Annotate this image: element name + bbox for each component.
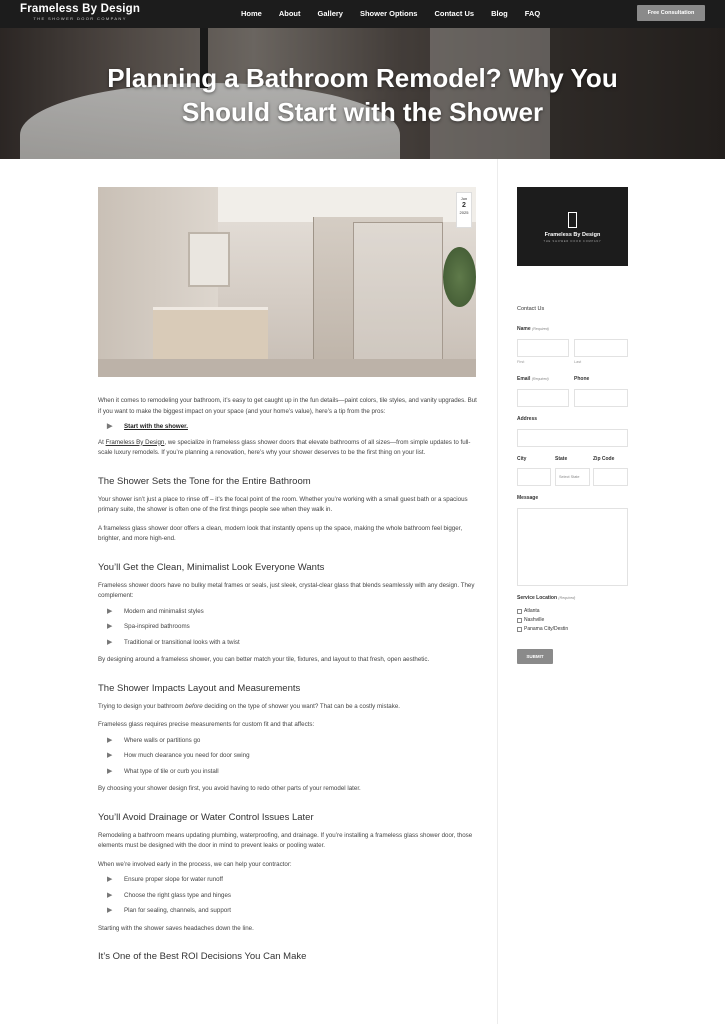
section-paragraph: A frameless glass shower door offers a clean, modern look that instantly opens up the space, making the whole bathroom feel bigger, brighter, and more high-end. (98, 524, 463, 542)
date-month: Jun (460, 196, 468, 201)
name-label-text: Name (517, 326, 531, 332)
sidebar-logo-card (517, 187, 628, 266)
email-label-text: Email (517, 376, 531, 382)
list-item: ▶ Traditional or transitional looks with a twist (98, 637, 478, 653)
site-logo[interactable] (20, 3, 140, 21)
page-title: Planning a Bathroom Remodel? Why You Should Start with the Shower (107, 63, 618, 127)
message-label: Message (517, 495, 539, 501)
para2-prefix: At (98, 438, 106, 446)
para2-rest: , we specialize in frameless glass shower doors that elevate bathrooms of all sizes—from simple updates to full-scale luxury remodels. If you’re planning a renovation, here’s why your shower deserves to be the first thing on your list. (98, 438, 471, 456)
text-span: deciding on the type of shower you want? That can be a costly mistake. (202, 702, 400, 710)
contact-form (517, 306, 628, 659)
first-sublabel: First (517, 360, 525, 364)
section-paragraph: By choosing your shower design first, you avoid having to redo other parts of your remodel later. (98, 785, 361, 792)
sidebar-divider (497, 159, 498, 1024)
section-paragraph: When we’re involved early in the process, we can help your contractor: (98, 860, 292, 868)
bullet-list (98, 874, 478, 921)
service-location-label (517, 595, 575, 601)
emphasis-text: before (185, 702, 203, 710)
checkbox[interactable] (517, 627, 522, 632)
date-day: 2 (462, 202, 466, 209)
section-heading: The Shower Impacts Layout and Measurements (98, 682, 301, 694)
nav-shower-options[interactable]: Shower Options (359, 9, 418, 18)
location-checkbox-nashville[interactable] (517, 617, 544, 623)
required-tag: (Required) (532, 327, 549, 331)
intro-paragraph: When it comes to remodeling your bathroom, it’s easy to get caught up in the fun details—paint colors, tile styles, and vanity upgrades. But if you want to make the biggest impact on your space (and your home’s value), here’s a tip from the pros: (98, 397, 477, 415)
section-paragraph (98, 702, 478, 713)
state-label: State (555, 456, 568, 462)
image-floor (98, 359, 476, 377)
zip-label: Zip Code (593, 456, 615, 462)
message-textarea[interactable] (517, 508, 628, 586)
checkbox-label: Atlanta (524, 608, 540, 614)
submit-button[interactable]: SUBMIT (517, 649, 553, 664)
section-heading: It’s One of the Best ROI Decisions You Can Make (98, 951, 307, 962)
state-select[interactable]: Select State (555, 468, 590, 486)
list-item: ▶ Modern and minimalist styles (98, 606, 478, 622)
text-span: Trying to design your bathroom (98, 702, 186, 710)
list-item: ▶ Ensure proper slope for water runoff (98, 874, 478, 890)
checkbox-label: Nashville (524, 617, 545, 623)
bullet-list (98, 735, 478, 782)
logo-text: Frameless By Design (20, 3, 141, 15)
nav-faq[interactable]: FAQ (524, 9, 541, 18)
nav-about[interactable]: About (278, 9, 301, 18)
address-label: Address (517, 416, 538, 422)
phone-field[interactable] (574, 389, 628, 407)
section-heading: The Shower Sets the Tone for the Entire Bathroom (98, 475, 311, 487)
logo-tagline: THE SHOWER DOOR COMPANY (33, 16, 127, 21)
hero-banner (0, 28, 725, 159)
required-tag: (Required) (558, 596, 576, 600)
sidebar-logo-name: Frameless By Design (544, 232, 601, 238)
section-heading: You’ll Get the Clean, Minimalist Look Everyone Wants (98, 561, 325, 573)
section-paragraph: By designing around a frameless shower, you can better match your tile, fixtures, and layout to that fresh, open aesthetic. (98, 656, 430, 663)
image-mirror (188, 232, 230, 287)
name-label (517, 326, 549, 332)
shower-door-icon (568, 212, 577, 228)
last-sublabel: Last (574, 360, 582, 364)
section-paragraph: Frameless glass requires precise measurements for custom fit and that affects: (98, 721, 315, 728)
list-item: ▶ Choose the right glass type and hinges (98, 890, 478, 906)
tip-item: ▶ Start with the shower. (98, 421, 478, 437)
featured-bathroom-image (98, 187, 476, 377)
address-field[interactable] (517, 429, 628, 447)
nav-contact-us[interactable]: Contact Us (434, 9, 475, 18)
section-paragraph: Remodeling a bathroom means updating plumbing, waterproofing, and drainage. If you’re installing a frameless glass shower door, those elements must be designed with the door in mind to prevent leaks or pooling water. (98, 831, 473, 849)
last-name-input[interactable] (574, 339, 628, 357)
image-vanity (153, 307, 268, 362)
email-label (517, 376, 549, 382)
blog-article (98, 187, 478, 962)
city-label: City (517, 456, 527, 462)
section-paragraph: Starting with the shower saves headaches down the line. (98, 924, 254, 932)
post-date-badge (456, 192, 472, 228)
nav-blog[interactable]: Blog (491, 9, 508, 18)
city-field[interactable] (517, 468, 551, 486)
list-item: ▶ What type of tile or curb you install (98, 766, 478, 782)
zip-field[interactable] (593, 468, 628, 486)
bullet-list (98, 606, 478, 653)
top-navigation-bar (0, 0, 725, 28)
section-heading: You’ll Avoid Drainage or Water Control Issues Later (98, 811, 314, 823)
free-consultation-button[interactable]: Free Consultation (637, 5, 705, 21)
tip-list (98, 421, 478, 437)
list-item: ▶ Plan for sealing, channels, and support (98, 905, 478, 921)
nav-gallery[interactable]: Gallery (317, 9, 343, 18)
list-item: ▶ Where walls or partitions go (98, 735, 478, 751)
phone-label: Phone (574, 376, 590, 382)
nav-home[interactable]: Home (241, 9, 262, 18)
checkbox[interactable] (517, 618, 522, 623)
first-name-input[interactable] (517, 339, 569, 357)
service-label-text: Service Location (517, 595, 558, 601)
company-link[interactable]: Frameless By Design (105, 438, 165, 446)
form-title: Contact Us (517, 306, 545, 312)
required-tag: (Required) (531, 377, 549, 381)
image-glass-door (353, 222, 443, 362)
location-checkbox-atlanta[interactable] (517, 608, 540, 614)
sidebar-logo-tagline: THE SHOWER DOOR COMPANY (543, 240, 602, 243)
email-field[interactable] (517, 389, 569, 407)
main-menu (241, 9, 557, 18)
checkbox[interactable] (517, 609, 522, 614)
section-paragraph: Frameless shower doors have no bulky metal frames or seals, just sleek, crystal-clear glass that blends seamlessly with any design. They complement: (98, 581, 475, 599)
location-checkbox-panama-city[interactable] (517, 626, 568, 632)
list-item: ▶ Spa-inspired bathrooms (98, 621, 478, 637)
image-plant (443, 247, 476, 307)
intro-paragraph-2 (98, 438, 478, 459)
section-paragraph: Your shower isn’t just a place to rinse off – it’s the focal point of the room. Whether you’re working with a small guest bath or a spacious primary suite, the shower is often one of the first things people see when they walk in. (98, 495, 468, 513)
date-year: 2025 (459, 210, 469, 215)
list-item: ▶ How much clearance you need for door swing (98, 750, 478, 766)
checkbox-label: Panama City/Destin (524, 626, 569, 632)
